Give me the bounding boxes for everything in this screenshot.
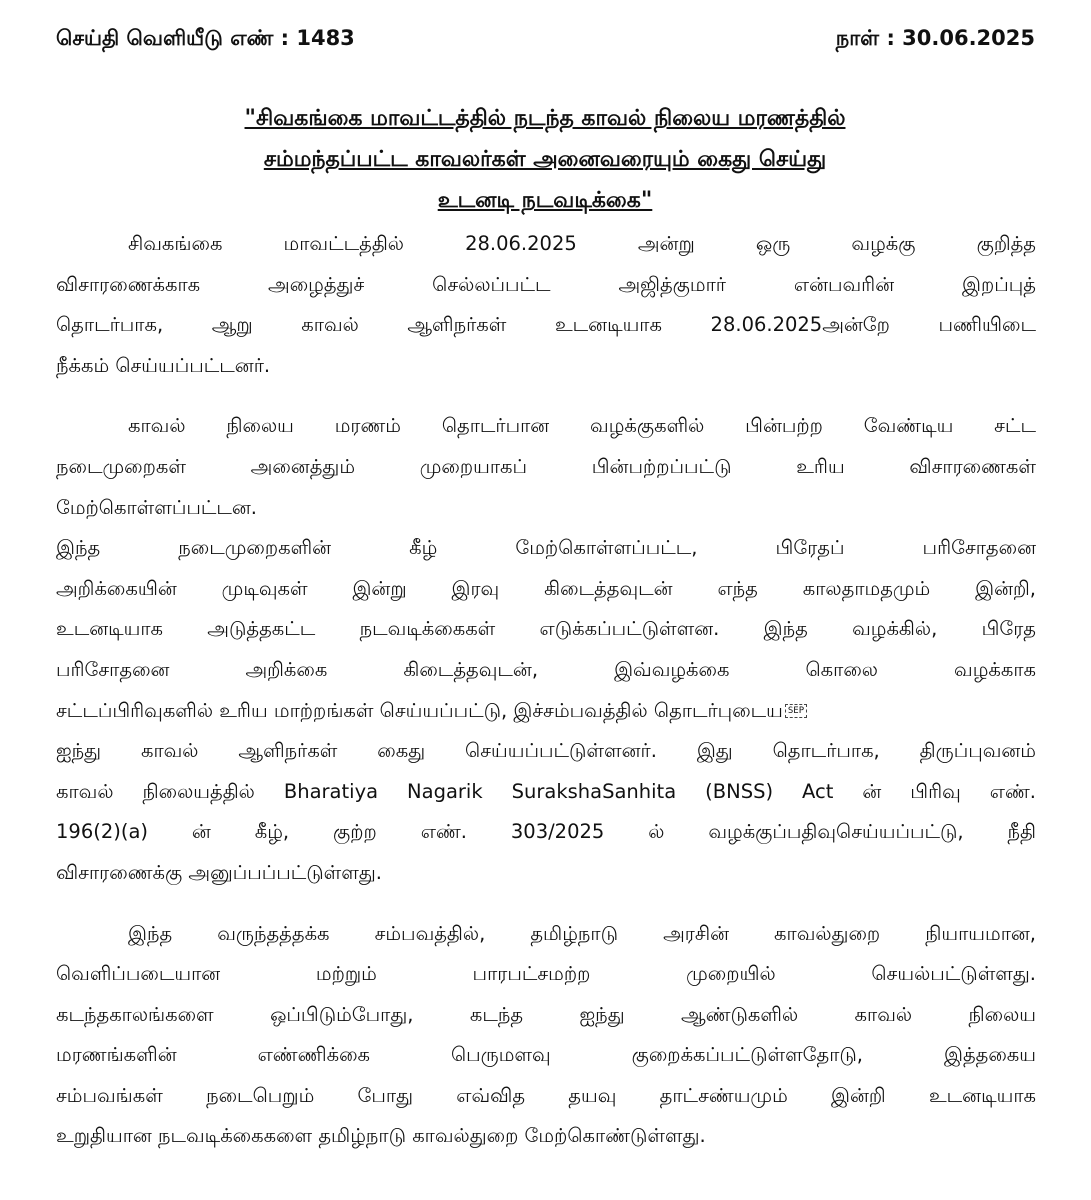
paragraph-gap	[56, 386, 1036, 406]
headline	[60, 98, 1030, 221]
paragraph-line: சம்பவங்கள் நடைபெறும் போது எவ்வித தயவு தாட்சண்யமும் இன்றி உடனடியாக	[56, 1083, 1036, 1107]
release-number: செய்தி வெளியீடு எண் : 1483	[56, 26, 355, 50]
paragraph-2	[56, 406, 1036, 528]
paragraph-line: ஐந்து காவல் ஆளிநர்கள் கைது செய்யப்பட்டுள்ளனர். இது தொடர்பாக, திருப்புவனம்	[56, 739, 1036, 763]
paragraph-line: தொடர்பாக, ஆறு காவல் ஆளிநர்கள் உடனடியாக 28.06.2025அன்றே பணியிடை	[56, 313, 1036, 337]
headline-line-1: "சிவகங்கை மாவட்டத்தில் நடந்த காவல் நிலைய மரணத்தில்	[244, 106, 846, 131]
paragraph-line: இந்த வருந்தத்தக்க சம்பவத்தில், தமிழ்நாடு அரசின் காவல்துறை நியாயமான,	[128, 921, 1036, 945]
headline-line-2: சம்மந்தப்பட்ட காவலர்கள் அனைவரையும் கைது செய்து	[263, 147, 827, 172]
paragraph-line	[56, 691, 1036, 732]
article-body	[56, 224, 1036, 1157]
paragraph-3	[56, 528, 1036, 893]
paragraph-line: சிவகங்கை மாவட்டத்தில் 28.06.2025 அன்று ஒரு வழக்கு குறித்த	[128, 232, 1036, 255]
paragraph-line: காவல் நிலைய மரணம் தொடர்பான வழக்குகளில் பின்பற்ற வேண்டிய சட்ட	[128, 414, 1036, 438]
release-date: நாள் : 30.06.2025	[835, 26, 1035, 50]
paragraph-line: நீக்கம் செய்யப்பட்டனர்.	[56, 353, 271, 377]
paragraph-line: உறுதியான நடவடிக்கைகளை தமிழ்நாடு காவல்துறை மேற்கொண்டுள்ளது.	[56, 1124, 706, 1148]
headline-line-3: உடனடி நடவடிக்கை"	[437, 188, 653, 213]
paragraph-line: நடைமுறைகள் அனைத்தும் முறையாகப் பின்பற்றப்பட்டு உரிய விசாரணைகள்	[56, 454, 1036, 478]
paragraph-1	[56, 224, 1036, 386]
paragraph-4	[56, 914, 1036, 1158]
paragraph-line: வெளிப்படையான மற்றும் பாரபட்சமற்ற முறையில் செயல்பட்டுள்ளது.	[56, 962, 1036, 986]
paragraph-line: மரணங்களின் எண்ணிக்கை பெருமளவு குறைக்கப்பட்டுள்ளதோடு, இத்தகைய	[56, 1043, 1036, 1067]
paragraph-line: அறிக்கையின் முடிவுகள் இன்று இரவு கிடைத்தவுடன் எந்த காலதாமதமும் இன்றி,	[56, 576, 1036, 600]
paragraph-line: பரிசோதனை அறிக்கை கிடைத்தவுடன், இவ்வழக்கை கொலை வழக்காக	[56, 657, 1036, 681]
paragraph-line: கடந்தகாலங்களை ஒப்பிடும்போது, கடந்த ஐந்து ஆண்டுகளில் காவல் நிலைய	[56, 1002, 1036, 1026]
paragraph-gap	[56, 894, 1036, 914]
paragraph-line: உடனடியாக அடுத்தகட்ட நடவடிக்கைகள் எடுக்கப்பட்டுள்ளன. இந்த வழக்கில், பிரேத	[56, 617, 1036, 641]
paragraph-line: 196(2)(a) ன் கீழ், குற்ற எண். 303/2025 ல் வழக்குப்பதிவுசெய்யப்பட்டு, நீதி	[56, 820, 1036, 844]
paragraph-line: மேற்கொள்ளப்பட்டன.	[56, 495, 258, 519]
paragraph-line: விசாரணைக்கு அனுப்பப்பட்டுள்ளது.	[56, 860, 382, 884]
paragraph-line: விசாரணைக்காக அழைத்துச் செல்லப்பட்ட அஜித்குமார் என்பவரின் இறப்புத்	[56, 272, 1036, 296]
separator-glyph-icon: SEP	[785, 704, 807, 718]
paragraph-line-text: சட்டப்பிரிவுகளில் உரிய மாற்றங்கள் செய்யப்பட்டு, இச்சம்பவத்தில் தொடர்புடைய	[56, 698, 783, 722]
paragraph-line: காவல் நிலையத்தில் Bharatiya Nagarik SurakshaSanhita (BNSS) Act ன் பிரிவு எண்.	[56, 779, 1036, 803]
paragraph-line: இந்த நடைமுறைகளின் கீழ் மேற்கொள்ளப்பட்ட, பிரேதப் பரிசோதனை	[56, 536, 1036, 560]
